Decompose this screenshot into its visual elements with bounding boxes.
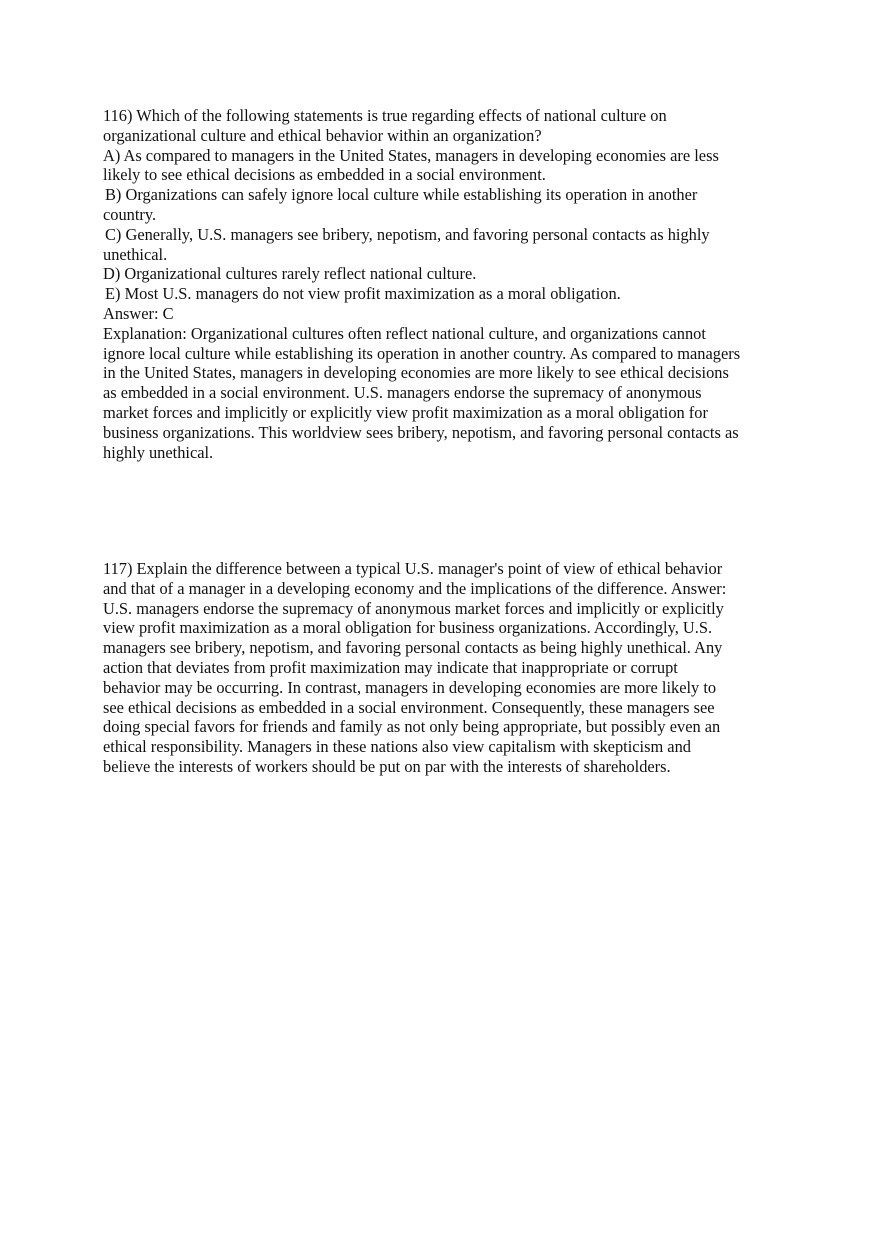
answer-text-line: believe the interests of workers should be put on par with the interests of shareholders.: [103, 756, 671, 776]
option-a-line: A) As compared to managers in the United States, managers in developing economies are less: [103, 145, 719, 165]
option-a-line: likely to see ethical decisions as embedded in a social environment.: [103, 165, 546, 185]
answer-text-line: doing special favors for friends and family as not only being appropriate, but possibly even an: [103, 717, 721, 737]
answer-line: Answer: C: [103, 303, 174, 323]
option-e-line: E) Most U.S. managers do not view profit maximization as a moral obligation.: [105, 284, 621, 304]
explanation-line: market forces and implicitly or explicitly view profit maximization as a moral obligation for: [103, 402, 708, 422]
question-116: [103, 106, 783, 462]
answer-text-line: behavior may be occurring. In contrast, managers in developing economies are more likely to: [103, 677, 717, 697]
answer-text-line: view profit maximization as a moral obligation for business organizations. Accordingly, U.S.: [103, 618, 713, 638]
option-b-line: B) Organizations can safely ignore local culture while establishing its operation in another: [105, 185, 698, 205]
option-b-line: country.: [103, 204, 157, 224]
option-d-line: D) Organizational cultures rarely reflect national culture.: [103, 264, 477, 284]
explanation-line: as embedded in a social environment. U.S. managers endorse the supremacy of anonymous: [103, 383, 702, 403]
explanation-line: business organizations. This worldview sees bribery, nepotism, and favoring personal contacts as: [103, 422, 739, 442]
question-text-line: 116) Which of the following statements is true regarding effects of national culture on: [103, 106, 667, 125]
question-117: [103, 559, 783, 777]
explanation-line: in the United States, managers in developing economies are more likely to see ethical decisions: [103, 363, 729, 383]
question-text-line: and that of a manager in a developing economy and the implications of the difference. Answer:: [103, 578, 727, 598]
option-c-line: unethical.: [103, 244, 168, 264]
answer-text-line: ethical responsibility. Managers in these nations also view capitalism with skepticism and: [103, 737, 691, 757]
question-text-line: organizational culture and ethical behavior within an organization?: [103, 125, 542, 145]
answer-text-line: managers see bribery, nepotism, and favoring personal contacts as being highly unethical. Any: [103, 638, 723, 658]
option-c-line: C) Generally, U.S. managers see bribery, nepotism, and favoring personal contacts as highly: [105, 224, 710, 244]
answer-text-line: see ethical decisions as embedded in a social environment. Consequently, these managers see: [103, 697, 715, 717]
explanation-line: Explanation: Organizational cultures often reflect national culture, and organizations cannot: [103, 323, 706, 343]
answer-text-line: U.S. managers endorse the supremacy of anonymous market forces and implicitly or explicitly: [103, 598, 724, 618]
explanation-line: highly unethical.: [103, 442, 214, 462]
answer-text-line: action that deviates from profit maximization may indicate that inappropriate or corrupt: [103, 657, 678, 677]
explanation-line: ignore local culture while establishing its operation in another country. As compared to managers: [103, 343, 741, 363]
question-text-line: 117) Explain the difference between a typical U.S. manager's point of view of ethical behavior: [103, 559, 723, 578]
